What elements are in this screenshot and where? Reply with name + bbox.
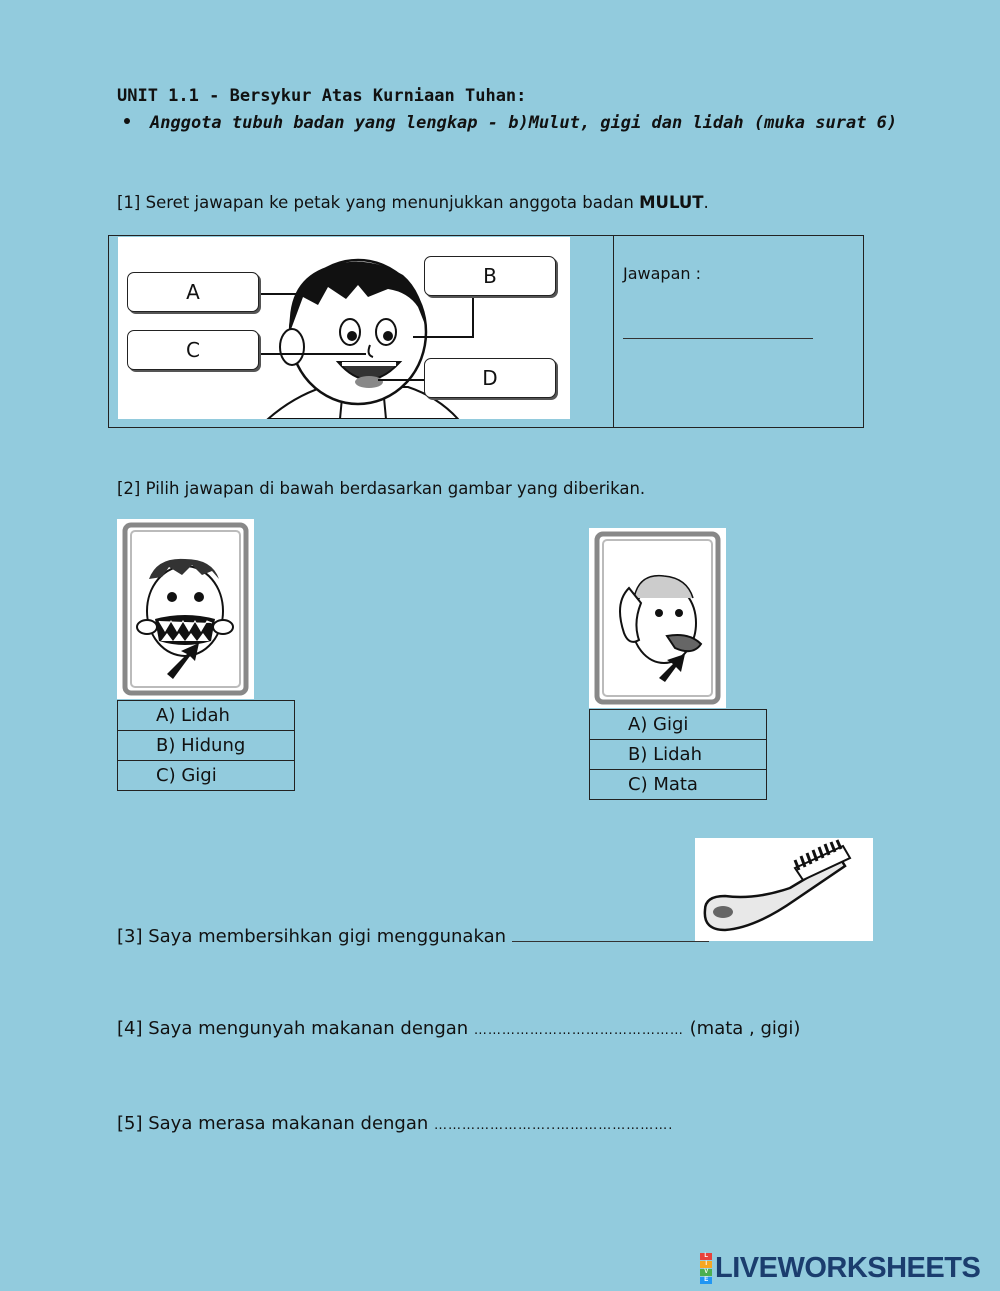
drop-target-a[interactable]: A <box>127 272 259 312</box>
question-2-instruction: [2] Pilih jawapan di bawah berdasarkan gambar yang diberikan. <box>117 479 646 498</box>
unit-subtopic <box>124 113 897 133</box>
question-4 <box>117 1018 800 1039</box>
question-2a-options <box>117 700 295 791</box>
q1-instruction-bold: MULUT <box>639 193 704 212</box>
answer-label: Jawapan : <box>623 264 701 283</box>
q4-text: [4] Saya mengunyah makanan dengan <box>117 1018 474 1039</box>
question-2b-options <box>589 709 767 800</box>
logo-mark-v: V <box>700 1269 712 1276</box>
bullet-icon <box>124 118 130 124</box>
table-divider <box>613 236 614 427</box>
q5-answer-field[interactable]: ……………………..……………………. <box>434 1118 674 1133</box>
question-1-instruction <box>117 193 709 212</box>
question-3 <box>117 923 709 947</box>
answer-drop-field[interactable] <box>623 338 813 339</box>
q3-text: [3] Saya membersihkan gigi menggunakan <box>117 926 512 947</box>
liveworksheets-logo <box>700 1252 980 1285</box>
question-5 <box>117 1113 673 1134</box>
toothbrush-image <box>695 838 873 941</box>
teeth-picture-card <box>117 519 254 699</box>
q1-instruction-end: . <box>703 193 709 212</box>
q5-text: [5] Saya merasa makanan dengan <box>117 1113 435 1134</box>
option-2b-c[interactable]: C) Mata <box>590 770 767 800</box>
drop-target-d[interactable]: D <box>424 358 556 398</box>
logo-mark-icon <box>700 1253 712 1284</box>
option-2a-a[interactable]: A) Lidah <box>118 701 295 731</box>
option-2b-b[interactable]: B) Lidah <box>590 740 767 770</box>
option-2a-b[interactable]: B) Hidung <box>118 731 295 761</box>
q1-instruction-text: [1] Seret jawapan ke petak yang menunjukkan anggota badan <box>117 193 640 212</box>
option-2b-a[interactable]: A) Gigi <box>590 710 767 740</box>
logo-text: LIVEWORKSHEETS <box>715 1252 981 1284</box>
logo-mark-i: I <box>700 1261 712 1268</box>
option-2a-c[interactable]: C) Gigi <box>118 761 295 791</box>
question-1-table <box>108 235 864 428</box>
toothbrush-icon <box>695 838 873 941</box>
tongue-icon <box>589 528 726 708</box>
teeth-icon <box>117 519 254 699</box>
boy-face-illustration <box>118 237 570 419</box>
subtopic-text: Anggota tubuh badan yang lengkap - b)Mulut, gigi dan lidah (muka surat 6) <box>150 113 898 133</box>
drop-target-b[interactable]: B <box>424 256 556 296</box>
q3-answer-field[interactable] <box>512 923 709 942</box>
logo-mark-e: E <box>700 1277 712 1284</box>
unit-title: UNIT 1.1 - Bersykur Atas Kurniaan Tuhan: <box>117 86 527 106</box>
tongue-picture-card <box>589 528 726 708</box>
logo-mark-l: L <box>700 1253 712 1260</box>
drop-target-c[interactable]: C <box>127 330 259 370</box>
q4-hint: (mata , gigi) <box>683 1018 801 1039</box>
q4-answer-field[interactable]: ……………………………………… <box>473 1023 684 1038</box>
